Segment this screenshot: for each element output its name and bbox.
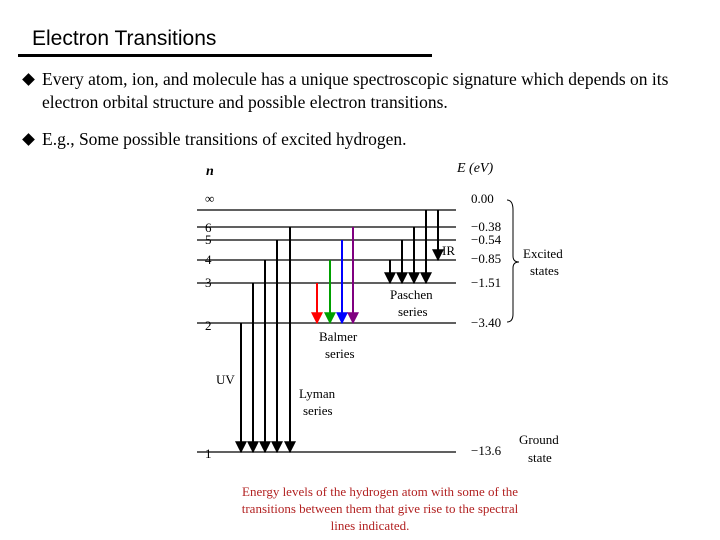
- caption-line3: lines indicated.: [330, 518, 410, 533]
- ground-label-line1: Ground: [519, 432, 559, 447]
- level-n-label: 2: [205, 318, 212, 333]
- level-energy-label: −1.51: [471, 275, 502, 290]
- ir-label: IR: [442, 243, 455, 258]
- slide-title: Electron Transitions: [32, 27, 217, 50]
- level-energy-label: 0.00: [471, 191, 494, 206]
- excited-label-line2: states: [530, 263, 559, 278]
- paschen-label-line1: Paschen: [390, 287, 433, 302]
- n-axis-header: n: [206, 164, 214, 179]
- level-energy-label: −13.6: [471, 443, 502, 458]
- level-energy-label: −0.54: [471, 232, 502, 247]
- uv-label: UV: [216, 372, 235, 387]
- excited-states-brace: [507, 200, 519, 322]
- lyman-label-line1: Lyman: [299, 386, 336, 401]
- paschen-label-line2: series: [398, 304, 428, 319]
- level-n-label: 3: [205, 275, 212, 290]
- level-n-label: 5: [205, 232, 212, 247]
- excited-label-line1: Excited: [523, 246, 563, 261]
- level-n-label: 1: [205, 446, 212, 461]
- level-n-label: ∞: [205, 191, 215, 206]
- balmer-label-line1: Balmer: [319, 329, 358, 344]
- level-energy-label: −0.85: [471, 251, 502, 266]
- balmer-label-line2: series: [325, 346, 355, 361]
- bullet-text: Every atom, ion, and molecule has a unique spectroscopic signature which depends on its electron orbital structure and possible electron transitions.: [42, 69, 669, 112]
- ground-label-line2: state: [528, 450, 552, 465]
- level-energy-label: −3.40: [471, 315, 502, 330]
- bullet-text: E.g., Some possible transitions of excited hydrogen.: [42, 129, 407, 149]
- energy-axis-header: E (eV): [457, 161, 494, 176]
- level-n-label: 4: [205, 252, 212, 267]
- caption-line1: Energy levels of the hydrogen atom with some of the: [242, 484, 518, 499]
- caption-line2: transitions between them that give rise to the spectral: [241, 501, 519, 516]
- level-energy-label: −0.38: [471, 219, 502, 234]
- energy-levels: [197, 191, 502, 461]
- level-n-label: 6: [205, 220, 212, 235]
- lyman-label-line2: series: [303, 403, 333, 418]
